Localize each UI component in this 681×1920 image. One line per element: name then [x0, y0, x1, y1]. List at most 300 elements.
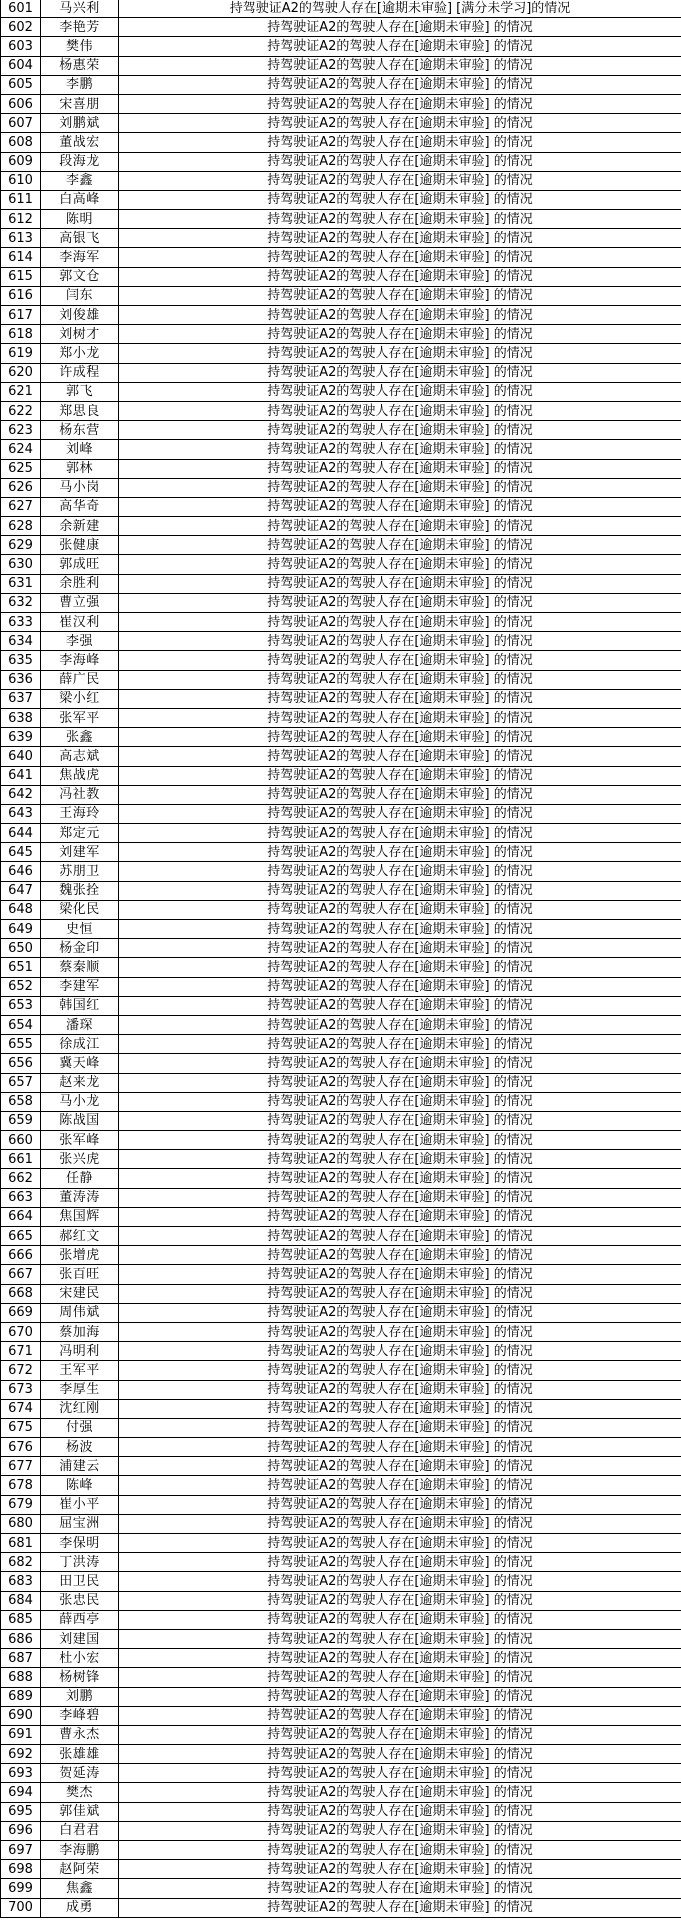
row-number-cell: 641 — [1, 766, 41, 785]
table-row — [1, 1438, 681, 1457]
driver-name-cell: 李厚生 — [41, 1380, 119, 1399]
table-row — [1, 1898, 681, 1917]
driver-name-cell: 曹永杰 — [41, 1725, 119, 1744]
table-row — [1, 325, 681, 344]
table-row — [1, 1418, 681, 1437]
driver-name-cell: 屈宝洲 — [41, 1514, 119, 1533]
table-row — [1, 1514, 681, 1533]
driver-name-cell: 刘俊雄 — [41, 306, 119, 325]
driver-name-cell: 郭林 — [41, 459, 119, 478]
row-number-cell: 645 — [1, 843, 41, 862]
table-row — [1, 574, 681, 593]
row-number-cell: 617 — [1, 306, 41, 325]
violation-description-cell: 持驾驶证A2的驾驶人存在[逾期未审验] 的情况 — [119, 1841, 681, 1860]
driver-name-cell: 张兴虎 — [41, 1150, 119, 1169]
table-row — [1, 363, 681, 382]
row-number-cell: 613 — [1, 229, 41, 248]
table-row — [1, 689, 681, 708]
driver-name-cell: 焦鑫 — [41, 1879, 119, 1898]
violation-description-cell: 持驾驶证A2的驾驶人存在[逾期未审验] 的情况 — [119, 229, 681, 248]
violation-description-cell: 持驾驶证A2的驾驶人存在[逾期未审验] 的情况 — [119, 1207, 681, 1226]
row-number-cell: 690 — [1, 1706, 41, 1725]
table-row — [1, 1687, 681, 1706]
table-row — [1, 881, 681, 900]
table-row — [1, 862, 681, 881]
driver-name-cell: 丁洪涛 — [41, 1553, 119, 1572]
driver-name-cell: 陈战国 — [41, 1111, 119, 1130]
violation-description-cell: 持驾驶证A2的驾驶人存在[逾期未审验] 的情况 — [119, 1629, 681, 1648]
table-row — [1, 1303, 681, 1322]
row-number-cell: 631 — [1, 574, 41, 593]
driver-name-cell: 郝红文 — [41, 1227, 119, 1246]
table-row — [1, 1841, 681, 1860]
table-row — [1, 843, 681, 862]
driver-name-cell: 韩国红 — [41, 996, 119, 1015]
row-number-cell: 648 — [1, 900, 41, 919]
row-number-cell: 665 — [1, 1227, 41, 1246]
row-number-cell: 678 — [1, 1476, 41, 1495]
violation-description-cell: 持驾驶证A2的驾驶人存在[逾期未审验] 的情况 — [119, 1418, 681, 1437]
table-row — [1, 75, 681, 94]
row-number-cell: 684 — [1, 1591, 41, 1610]
row-number-cell: 688 — [1, 1668, 41, 1687]
violation-description-cell: 持驾驶证A2的驾驶人存在[逾期未审验] 的情况 — [119, 37, 681, 56]
driver-name-cell: 董战宏 — [41, 133, 119, 152]
violation-description-cell: 持驾驶证A2的驾驶人存在[逾期未审验] 的情况 — [119, 248, 681, 267]
row-number-cell: 635 — [1, 651, 41, 670]
table-row — [1, 958, 681, 977]
table-row — [1, 1342, 681, 1361]
violation-description-cell: 持驾驶证A2的驾驶人存在[逾期未审验] 的情况 — [119, 824, 681, 843]
row-number-cell: 607 — [1, 114, 41, 133]
violation-description-cell: 持驾驶证A2的驾驶人存在[逾期未审验] 的情况 — [119, 747, 681, 766]
row-number-cell: 625 — [1, 459, 41, 478]
violation-description-cell: 持驾驶证A2的驾驶人存在[逾期未审验] [满分未学习]的情况 — [119, 0, 681, 18]
driver-name-cell: 杨东营 — [41, 421, 119, 440]
table-row — [1, 1054, 681, 1073]
violation-description-cell: 持驾驶证A2的驾驶人存在[逾期未审验] 的情况 — [119, 1706, 681, 1725]
driver-name-cell: 张军峰 — [41, 1131, 119, 1150]
violation-description-cell: 持驾驶证A2的驾驶人存在[逾期未审验] 的情况 — [119, 574, 681, 593]
table-row — [1, 1706, 681, 1725]
driver-name-cell: 潘琛 — [41, 1015, 119, 1034]
row-number-cell: 601 — [1, 0, 41, 18]
table-row — [1, 440, 681, 459]
row-number-cell: 655 — [1, 1035, 41, 1054]
driver-name-cell: 张忠民 — [41, 1591, 119, 1610]
row-number-cell: 606 — [1, 94, 41, 113]
driver-name-cell: 高志斌 — [41, 747, 119, 766]
driver-name-cell: 蔡秦顺 — [41, 958, 119, 977]
table-row — [1, 1476, 681, 1495]
table-row — [1, 1783, 681, 1802]
row-number-cell: 698 — [1, 1860, 41, 1879]
row-number-cell: 603 — [1, 37, 41, 56]
driver-name-cell: 郭文仓 — [41, 267, 119, 286]
violation-description-cell: 持驾驶证A2的驾驶人存在[逾期未审验] 的情况 — [119, 1380, 681, 1399]
table-row — [1, 1802, 681, 1821]
violation-description-cell: 持驾驶证A2的驾驶人存在[逾期未审验] 的情况 — [119, 1188, 681, 1207]
driver-name-cell: 刘树才 — [41, 325, 119, 344]
driver-name-cell: 崔汉利 — [41, 613, 119, 632]
violation-description-cell: 持驾驶证A2的驾驶人存在[逾期未审验] 的情况 — [119, 1553, 681, 1572]
table-row — [1, 747, 681, 766]
violation-description-cell: 持驾驶证A2的驾驶人存在[逾期未审验] 的情况 — [119, 401, 681, 420]
violation-description-cell: 持驾驶证A2的驾驶人存在[逾期未审验] 的情况 — [119, 1783, 681, 1802]
violation-description-cell: 持驾驶证A2的驾驶人存在[逾期未审验] 的情况 — [119, 881, 681, 900]
table-row — [1, 210, 681, 229]
violation-description-cell: 持驾驶证A2的驾驶人存在[逾期未审验] 的情况 — [119, 363, 681, 382]
driver-name-cell: 李鑫 — [41, 171, 119, 190]
row-number-cell: 668 — [1, 1284, 41, 1303]
row-number-cell: 676 — [1, 1438, 41, 1457]
table-row — [1, 1227, 681, 1246]
violation-description-cell: 持驾驶证A2的驾驶人存在[逾期未审验] 的情况 — [119, 728, 681, 747]
row-number-cell: 616 — [1, 286, 41, 305]
row-number-cell: 661 — [1, 1150, 41, 1169]
row-number-cell: 680 — [1, 1514, 41, 1533]
table-row — [1, 56, 681, 75]
driver-name-cell: 张鑫 — [41, 728, 119, 747]
row-number-cell: 646 — [1, 862, 41, 881]
driver-name-cell: 郑定元 — [41, 824, 119, 843]
violation-description-cell: 持驾驶证A2的驾驶人存在[逾期未审验] 的情况 — [119, 1265, 681, 1284]
driver-name-cell: 赵阿荣 — [41, 1860, 119, 1879]
row-number-cell: 667 — [1, 1265, 41, 1284]
violation-description-cell: 持驾驶证A2的驾驶人存在[逾期未审验] 的情况 — [119, 766, 681, 785]
driver-name-cell: 刘鹏斌 — [41, 114, 119, 133]
table-row — [1, 1073, 681, 1092]
driver-name-cell: 杨惠荣 — [41, 56, 119, 75]
driver-name-cell: 冀天峰 — [41, 1054, 119, 1073]
violation-description-cell: 持驾驶证A2的驾驶人存在[逾期未审验] 的情况 — [119, 555, 681, 574]
driver-name-cell: 冯社教 — [41, 785, 119, 804]
table-row — [1, 920, 681, 939]
table-row — [1, 306, 681, 325]
violation-description-cell: 持驾驶证A2的驾驶人存在[逾期未审验] 的情况 — [119, 94, 681, 113]
table-row — [1, 382, 681, 401]
row-number-cell: 662 — [1, 1169, 41, 1188]
table-row — [1, 37, 681, 56]
driver-name-cell: 马小岗 — [41, 478, 119, 497]
violation-description-cell: 持驾驶证A2的驾驶人存在[逾期未审验] 的情况 — [119, 1035, 681, 1054]
row-number-cell: 666 — [1, 1246, 41, 1265]
driver-name-cell: 樊伟 — [41, 37, 119, 56]
violation-description-cell: 持驾驶证A2的驾驶人存在[逾期未审验] 的情况 — [119, 804, 681, 823]
driver-name-cell: 郭佳斌 — [41, 1802, 119, 1821]
driver-name-cell: 李海军 — [41, 248, 119, 267]
row-number-cell: 636 — [1, 670, 41, 689]
table-row — [1, 1610, 681, 1629]
violation-description-cell: 持驾驶证A2的驾驶人存在[逾期未审验] 的情况 — [119, 114, 681, 133]
violation-description-cell: 持驾驶证A2的驾驶人存在[逾期未审验] 的情况 — [119, 651, 681, 670]
table-row — [1, 114, 681, 133]
table-row — [1, 632, 681, 651]
table-row — [1, 1131, 681, 1150]
row-number-cell: 691 — [1, 1725, 41, 1744]
driver-name-cell: 付强 — [41, 1418, 119, 1437]
row-number-cell: 700 — [1, 1898, 41, 1917]
table-row — [1, 1035, 681, 1054]
row-number-cell: 609 — [1, 152, 41, 171]
violation-description-cell: 持驾驶证A2的驾驶人存在[逾期未审验] 的情况 — [119, 497, 681, 516]
violation-description-cell: 持驾驶证A2的驾驶人存在[逾期未审验] 的情况 — [119, 1476, 681, 1495]
row-number-cell: 672 — [1, 1361, 41, 1380]
violation-description-cell: 持驾驶证A2的驾驶人存在[逾期未审验] 的情况 — [119, 1764, 681, 1783]
table-row — [1, 1150, 681, 1169]
table-row — [1, 171, 681, 190]
table-row — [1, 728, 681, 747]
table-row — [1, 478, 681, 497]
table-row — [1, 1399, 681, 1418]
driver-name-cell: 李保明 — [41, 1534, 119, 1553]
driver-name-cell: 白君君 — [41, 1821, 119, 1840]
row-number-cell: 630 — [1, 555, 41, 574]
driver-name-cell: 杨金印 — [41, 939, 119, 958]
table-row — [1, 286, 681, 305]
row-number-cell: 619 — [1, 344, 41, 363]
violation-description-cell: 持驾驶证A2的驾驶人存在[逾期未审验] 的情况 — [119, 1610, 681, 1629]
driver-name-cell: 梁小红 — [41, 689, 119, 708]
violation-description-cell: 持驾驶证A2的驾驶人存在[逾期未审验] 的情况 — [119, 421, 681, 440]
driver-name-cell: 成勇 — [41, 1898, 119, 1917]
driver-name-cell: 杜小宏 — [41, 1649, 119, 1668]
driver-name-cell: 高华奇 — [41, 497, 119, 516]
violation-description-cell: 持驾驶证A2的驾驶人存在[逾期未审验] 的情况 — [119, 1649, 681, 1668]
row-number-cell: 658 — [1, 1092, 41, 1111]
driver-name-cell: 李鹏 — [41, 75, 119, 94]
violation-description-cell: 持驾驶证A2的驾驶人存在[逾期未审验] 的情况 — [119, 1150, 681, 1169]
row-number-cell: 629 — [1, 536, 41, 555]
driver-name-cell: 马兴利 — [41, 0, 119, 18]
row-number-cell: 670 — [1, 1322, 41, 1341]
row-number-cell: 643 — [1, 804, 41, 823]
driver-name-cell: 李强 — [41, 632, 119, 651]
driver-name-cell: 王军平 — [41, 1361, 119, 1380]
driver-name-cell: 任静 — [41, 1169, 119, 1188]
violation-description-cell: 持驾驶证A2的驾驶人存在[逾期未审验] 的情况 — [119, 171, 681, 190]
violation-description-cell: 持驾驶证A2的驾驶人存在[逾期未审验] 的情况 — [119, 286, 681, 305]
violation-description-cell: 持驾驶证A2的驾驶人存在[逾期未审验] 的情况 — [119, 1054, 681, 1073]
table-row — [1, 593, 681, 612]
row-number-cell: 615 — [1, 267, 41, 286]
driver-name-cell: 刘峰 — [41, 440, 119, 459]
row-number-cell: 639 — [1, 728, 41, 747]
row-number-cell: 689 — [1, 1687, 41, 1706]
violation-description-cell: 持驾驶证A2的驾驶人存在[逾期未审验] 的情况 — [119, 1534, 681, 1553]
row-number-cell: 623 — [1, 421, 41, 440]
row-number-cell: 673 — [1, 1380, 41, 1399]
violation-description-cell: 持驾驶证A2的驾驶人存在[逾期未审验] 的情况 — [119, 1111, 681, 1130]
table-row — [1, 1649, 681, 1668]
driver-name-cell: 沈红刚 — [41, 1399, 119, 1418]
row-number-cell: 611 — [1, 190, 41, 209]
driver-name-cell: 崔小平 — [41, 1495, 119, 1514]
row-number-cell: 696 — [1, 1821, 41, 1840]
driver-name-cell: 李建军 — [41, 977, 119, 996]
table-row — [1, 1495, 681, 1514]
driver-name-cell: 宋喜朋 — [41, 94, 119, 113]
row-number-cell: 699 — [1, 1879, 41, 1898]
driver-name-cell: 郑小龙 — [41, 344, 119, 363]
row-number-cell: 642 — [1, 785, 41, 804]
driver-name-cell: 薛广民 — [41, 670, 119, 689]
row-number-cell: 682 — [1, 1553, 41, 1572]
row-number-cell: 621 — [1, 382, 41, 401]
row-number-cell: 687 — [1, 1649, 41, 1668]
violation-description-cell: 持驾驶证A2的驾驶人存在[逾期未审验] 的情况 — [119, 1591, 681, 1610]
violation-description-cell: 持驾驶证A2的驾驶人存在[逾期未审验] 的情况 — [119, 1073, 681, 1092]
violation-description-cell: 持驾驶证A2的驾驶人存在[逾期未审验] 的情况 — [119, 459, 681, 478]
driver-name-cell: 董涛涛 — [41, 1188, 119, 1207]
driver-name-cell: 蔡加海 — [41, 1322, 119, 1341]
driver-name-cell: 郭成旺 — [41, 555, 119, 574]
violation-description-cell: 持驾驶证A2的驾驶人存在[逾期未审验] 的情况 — [119, 18, 681, 37]
violation-description-cell: 持驾驶证A2的驾驶人存在[逾期未审验] 的情况 — [119, 939, 681, 958]
table-row — [1, 1111, 681, 1130]
row-number-cell: 628 — [1, 517, 41, 536]
table-row — [1, 1188, 681, 1207]
row-number-cell: 644 — [1, 824, 41, 843]
table-row — [1, 1361, 681, 1380]
table-row — [1, 459, 681, 478]
driver-name-cell: 张增虎 — [41, 1246, 119, 1265]
driver-name-cell: 杨树锋 — [41, 1668, 119, 1687]
table-row — [1, 1668, 681, 1687]
table-row — [1, 401, 681, 420]
driver-name-cell: 陈明 — [41, 210, 119, 229]
violation-description-cell: 持驾驶证A2的驾驶人存在[逾期未审验] 的情况 — [119, 632, 681, 651]
driver-name-cell: 刘鹏 — [41, 1687, 119, 1706]
violation-description-cell: 持驾驶证A2的驾驶人存在[逾期未审验] 的情况 — [119, 593, 681, 612]
table-row — [1, 497, 681, 516]
table-row — [1, 248, 681, 267]
violation-description-cell: 持驾驶证A2的驾驶人存在[逾期未审验] 的情况 — [119, 1745, 681, 1764]
violation-description-cell: 持驾驶证A2的驾驶人存在[逾期未审验] 的情况 — [119, 306, 681, 325]
row-number-cell: 614 — [1, 248, 41, 267]
table-row — [1, 1879, 681, 1898]
violation-description-cell: 持驾驶证A2的驾驶人存在[逾期未审验] 的情况 — [119, 1092, 681, 1111]
table-row — [1, 1015, 681, 1034]
violation-description-cell: 持驾驶证A2的驾驶人存在[逾期未审验] 的情况 — [119, 1860, 681, 1879]
row-number-cell: 694 — [1, 1783, 41, 1802]
row-number-cell: 647 — [1, 881, 41, 900]
violation-description-cell: 持驾驶证A2的驾驶人存在[逾期未审验] 的情况 — [119, 1514, 681, 1533]
row-number-cell: 674 — [1, 1399, 41, 1418]
table-row — [1, 939, 681, 958]
table-row — [1, 94, 681, 113]
driver-name-cell: 魏张拴 — [41, 881, 119, 900]
table-row — [1, 785, 681, 804]
row-number-cell: 692 — [1, 1745, 41, 1764]
violation-description-cell: 持驾驶证A2的驾驶人存在[逾期未审验] 的情况 — [119, 920, 681, 939]
violation-description-cell: 持驾驶证A2的驾驶人存在[逾期未审验] 的情况 — [119, 325, 681, 344]
violation-description-cell: 持驾驶证A2的驾驶人存在[逾期未审验] 的情况 — [119, 536, 681, 555]
violation-description-cell: 持驾驶证A2的驾驶人存在[逾期未审验] 的情况 — [119, 958, 681, 977]
violation-description-cell: 持驾驶证A2的驾驶人存在[逾期未审验] 的情况 — [119, 1131, 681, 1150]
row-number-cell: 653 — [1, 996, 41, 1015]
table-row — [1, 18, 681, 37]
driver-name-cell: 李峰碧 — [41, 1706, 119, 1725]
table-row — [1, 555, 681, 574]
driver-name-cell: 贺延涛 — [41, 1764, 119, 1783]
driver-name-cell: 曹立强 — [41, 593, 119, 612]
violation-description-cell: 持驾驶证A2的驾驶人存在[逾期未审验] 的情况 — [119, 210, 681, 229]
driver-name-cell: 陈峰 — [41, 1476, 119, 1495]
row-number-cell: 654 — [1, 1015, 41, 1034]
row-number-cell: 664 — [1, 1207, 41, 1226]
driver-name-cell: 焦战虎 — [41, 766, 119, 785]
violation-description-cell: 持驾驶证A2的驾驶人存在[逾期未审验] 的情况 — [119, 1725, 681, 1744]
row-number-cell: 671 — [1, 1342, 41, 1361]
table-row — [1, 804, 681, 823]
table-row — [1, 1745, 681, 1764]
row-number-cell: 657 — [1, 1073, 41, 1092]
violation-description-cell: 持驾驶证A2的驾驶人存在[逾期未审验] 的情况 — [119, 1015, 681, 1034]
table-row — [1, 651, 681, 670]
driver-name-cell: 浦建云 — [41, 1457, 119, 1476]
row-number-cell: 649 — [1, 920, 41, 939]
violation-description-cell: 持驾驶证A2的驾驶人存在[逾期未审验] 的情况 — [119, 382, 681, 401]
table-row — [1, 1725, 681, 1744]
row-number-cell: 659 — [1, 1111, 41, 1130]
row-number-cell: 622 — [1, 401, 41, 420]
table-row — [1, 267, 681, 286]
row-number-cell: 608 — [1, 133, 41, 152]
row-number-cell: 602 — [1, 18, 41, 37]
row-number-cell: 651 — [1, 958, 41, 977]
violation-description-cell: 持驾驶证A2的驾驶人存在[逾期未审验] 的情况 — [119, 1342, 681, 1361]
row-number-cell: 681 — [1, 1534, 41, 1553]
table-row — [1, 824, 681, 843]
table-row — [1, 344, 681, 363]
table-row — [1, 1092, 681, 1111]
row-number-cell: 605 — [1, 75, 41, 94]
violation-description-cell: 持驾驶证A2的驾驶人存在[逾期未审验] 的情况 — [119, 440, 681, 459]
driver-name-cell: 焦国辉 — [41, 1207, 119, 1226]
driver-name-cell: 马小龙 — [41, 1092, 119, 1111]
table-row — [1, 1764, 681, 1783]
table-row — [1, 1322, 681, 1341]
driver-name-cell: 宋建民 — [41, 1284, 119, 1303]
row-number-cell: 637 — [1, 689, 41, 708]
table-row — [1, 517, 681, 536]
driver-name-cell: 张军平 — [41, 708, 119, 727]
violation-description-cell: 持驾驶证A2的驾驶人存在[逾期未审验] 的情况 — [119, 1668, 681, 1687]
driver-name-cell: 杨波 — [41, 1438, 119, 1457]
table-row — [1, 766, 681, 785]
driver-name-cell: 赵来龙 — [41, 1073, 119, 1092]
row-number-cell: 604 — [1, 56, 41, 75]
table-row — [1, 977, 681, 996]
violation-description-cell: 持驾驶证A2的驾驶人存在[逾期未审验] 的情况 — [119, 1495, 681, 1514]
row-number-cell: 693 — [1, 1764, 41, 1783]
violation-description-cell: 持驾驶证A2的驾驶人存在[逾期未审验] 的情况 — [119, 133, 681, 152]
driver-name-cell: 田卫民 — [41, 1572, 119, 1591]
row-number-cell: 620 — [1, 363, 41, 382]
driver-name-cell: 刘建国 — [41, 1629, 119, 1648]
violation-description-cell: 持驾驶证A2的驾驶人存在[逾期未审验] 的情况 — [119, 1284, 681, 1303]
table-body — [1, 0, 681, 1917]
table-row — [1, 229, 681, 248]
table-row — [1, 1860, 681, 1879]
driver-name-cell: 闫东 — [41, 286, 119, 305]
row-number-cell: 679 — [1, 1495, 41, 1514]
table-row — [1, 1572, 681, 1591]
table-row — [1, 190, 681, 209]
violation-description-cell: 持驾驶证A2的驾驶人存在[逾期未审验] 的情况 — [119, 1879, 681, 1898]
row-number-cell: 650 — [1, 939, 41, 958]
